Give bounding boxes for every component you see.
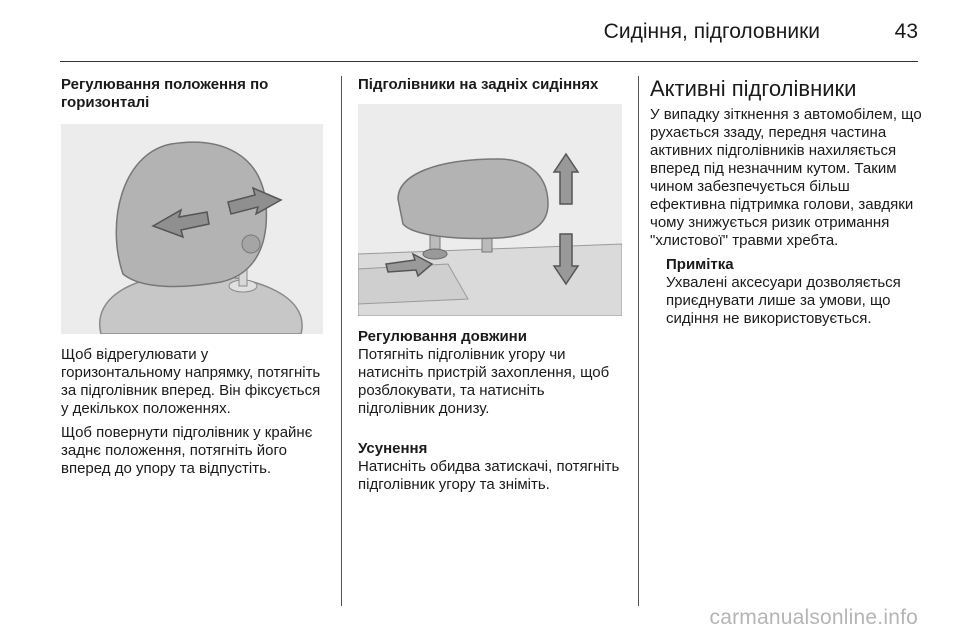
headrest-horizontal-illustration (61, 124, 323, 334)
active-headrests-para: У випадку зіткнення з автомобілем, що рухається ззаду, передня частина активних підголівників нахиляється вперед під незначним кутом. Таким чином забезпечується більш ефективна підтримка голови, завдяки чому знижується ризик отримання "хлистової" травми хребта. (650, 106, 922, 249)
column-divider-right (638, 76, 639, 606)
headrest-rear-illustration (358, 104, 622, 316)
section-heading-active: Активні підголівники (650, 76, 857, 101)
column-horizontal-adjustment (61, 76, 327, 484)
horizontal-para-1: Щоб відрегулювати у горизонтальному напрямку, потягніть за підголівник вперед. Він фіксується у декількох положеннях. (61, 346, 321, 417)
note-title: Примітка (666, 256, 734, 273)
subheading-length-adjustment: Регулювання довжини (358, 328, 527, 345)
horizontal-para-2: Щоб повернути підголівник у крайнє заднє положення, потягніть його вперед до упору та відпустіть. (61, 424, 313, 477)
removal-para: Натисніть обидва затискачі, потягніть підголівник угору та зніміть. (358, 458, 620, 493)
headrest-horizontal-figure (61, 124, 323, 334)
column-rear-seat-headrests (358, 76, 622, 500)
length-adjustment-para: Потягніть підголівник угору чи натисніть пристрій захоплення, щоб розблокувати, та натисніть підголівник донизу. (358, 346, 610, 417)
header-title: Сидіння, підголовники (603, 20, 820, 43)
headrest-rear-figure (358, 104, 622, 316)
column-active-headrests (650, 76, 925, 334)
section-heading-rear: Підголівники на задніх сидіннях (358, 76, 599, 93)
note-text: Ухвалені аксесуари дозволяється приєднувати лише за умови, що сидіння не використовується. (666, 274, 901, 327)
subheading-removal: Усунення (358, 440, 428, 457)
watermark: carmanualsonline.info (709, 606, 918, 629)
note-block (650, 256, 925, 328)
column-divider-left (341, 76, 342, 606)
header-rule (60, 61, 918, 62)
page-number: 43 (894, 20, 918, 43)
section-heading-horizontal: Регулювання положення по горизонталі (61, 76, 269, 111)
